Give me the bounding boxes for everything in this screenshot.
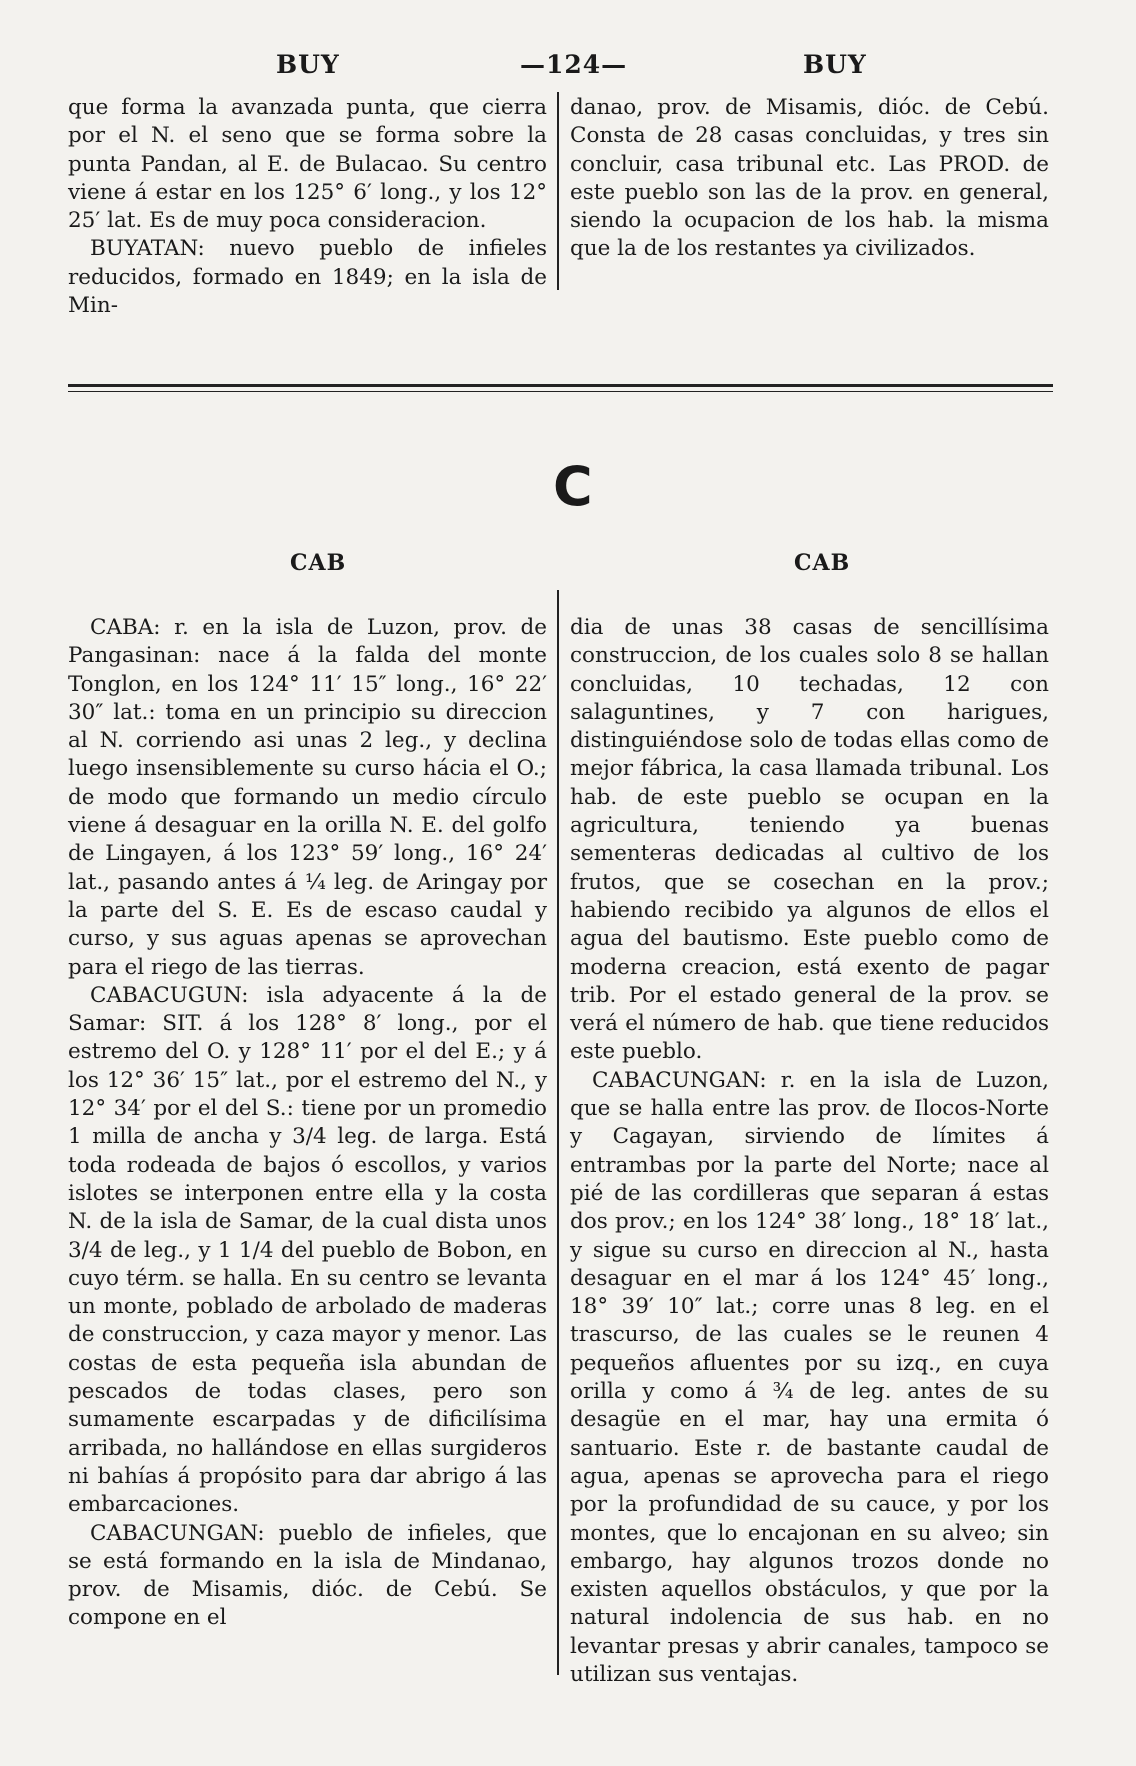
top-left-column [68, 94, 547, 320]
paragraph: CABACUNGAN: pueblo de infieles, que se está formando en la isla de Mindanao, prov. de Misamis, dióc. de Cebú. Se compone en el [68, 1520, 547, 1631]
paragraph: BUYATAN: nuevo pueblo de infieles reducidos, formado en 1849; en la isla de Min- [68, 236, 547, 319]
section-rule-thin [68, 391, 1053, 392]
header-right: BUY [803, 50, 867, 79]
column-divider-top [557, 92, 559, 290]
subheader-left: CAB [290, 550, 347, 576]
paragraph: CABA: r. en la isla de Luzon, prov. de Pangasinan: nace á la falda del monte Tonglon, en los 124° 11′ 15″ long., 16° 22′ 30″ lat.: toma en un principio su direccion al N. corriendo asi unas 2 leg., y declina luego insensiblemente su curso hácia el O.; de modo que formando un medio círculo viene á desaguar en la orilla N. E. del golfo de Lingayen, á los 123° 59′ long., 16° 24′ lat., pasando antes á ¼ leg. de Aringay por la parte del S. E. Es de escaso caudal y curso, y sus aguas apenas se aprovechan para el riego de las tierras. [68, 615, 547, 980]
subheader-right: CAB [794, 550, 851, 576]
section-rule-thick [68, 384, 1053, 387]
bottom-right-column [570, 614, 1049, 1689]
paragraph: CABACUNGAN: r. en la isla de Luzon, que se halla entre las prov. de Ilocos-Norte y Cagayan, sirviendo de límites á entrambas por la parte del Norte; nace al pié de las cordilleras que separan á estas dos prov.; en los 124° 38′ long., 18° 18′ lat., y sigue su curso en direccion al N., hasta desaguar en el mar á los 124° 45′ long., 18° 39′ 10″ lat.; corre unas 8 leg. en el trascurso, de las cuales se le reunen 4 pequeños afluentes por su izq., en cuya orilla y como á ¾ de leg. antes de su desagüe en el mar, hay una ermita ó santuario. Este r. de bastante caudal de agua, apenas se aprovecha para el riego por la profundidad de su cauce, y por los montes, que lo encajonan en su alveo; sin embargo, hay algunos trozos donde no existen aquellos obstáculos, y que por la natural indolencia de sus hab. en no levantar presas y abrir canales, tampoco se utilizan sus ventajas. [570, 1067, 1049, 1687]
paragraph: dia de unas 38 casas de sencillísima construccion, de los cuales solo 8 se hallan concluidas, 10 techadas, 12 con salaguntines, y 7 con harigues, distinguiéndose solo de todas ellas como de mejor fábrica, la casa llamada tribunal. Los hab. de este pueblo se ocupan en la agricultura, teniendo ya buenas sementeras dedicadas al cultivo de los frutos, que se cosechan en la prov.; habiendo recibido ya algunos de ellos el agua del bautismo. Este pueblo como de moderna creacion, está exento de pagar trib. Por el estado general de la prov. se verá el número de hab. que tiene reducidos este pueblo. [570, 615, 1049, 1065]
top-right-column [570, 94, 1049, 264]
section-letter: C [553, 455, 593, 518]
paragraph: danao, prov. de Misamis, dióc. de Cebú. Consta de 28 casas concluidas, y tres sin concluir, casa tribunal etc. Las PROD. de este pueblo son las de la prov. en general, siendo la ocupacion de los hab. la misma que la de los restantes ya civilizados. [570, 95, 1049, 262]
paragraph: CABACUGUN: isla adyacente á la de Samar: SIT. á los 128° 8′ long., por el estremo del O. y 128° 11′ por el del E.; y á los 12° 36′ 15″ lat., por el estremo del N., y 12° 34′ por el del S.: tiene por un promedio 1 milla de ancha y 3/4 leg. de larga. Está toda rodeada de bajos ó escollos, y varios islotes se interponen entre ella y la costa N. de la isla de Samar, de la cual dista unos 3/4 de leg., y 1 1/4 del pueblo de Bobon, en cuyo térm. se halla. En su centro se levanta un monte, poblado de arbolado de maderas de construccion, y caza mayor y menor. Las costas de esta pequeña isla abundan de pescados de todas clases, pero son sumamente escarpadas y de dificilísima arribada, no hallándose en ellas surgideros ni bahías á propósito para dar abrigo á las embarcaciones. [68, 982, 547, 1518]
bottom-left-column [68, 614, 547, 1633]
column-divider-bottom [557, 590, 559, 1675]
paragraph: que forma la avanzada punta, que cierra por el N. el seno que se forma sobre la punta Pandan, al E. de Bulacao. Su centro viene á estar en los 125° 6′ long., y los 12° 25′ lat. Es de muy poca consideracion. [68, 95, 547, 234]
header-left: BUY [276, 50, 340, 79]
page-number: —124— [520, 50, 628, 79]
